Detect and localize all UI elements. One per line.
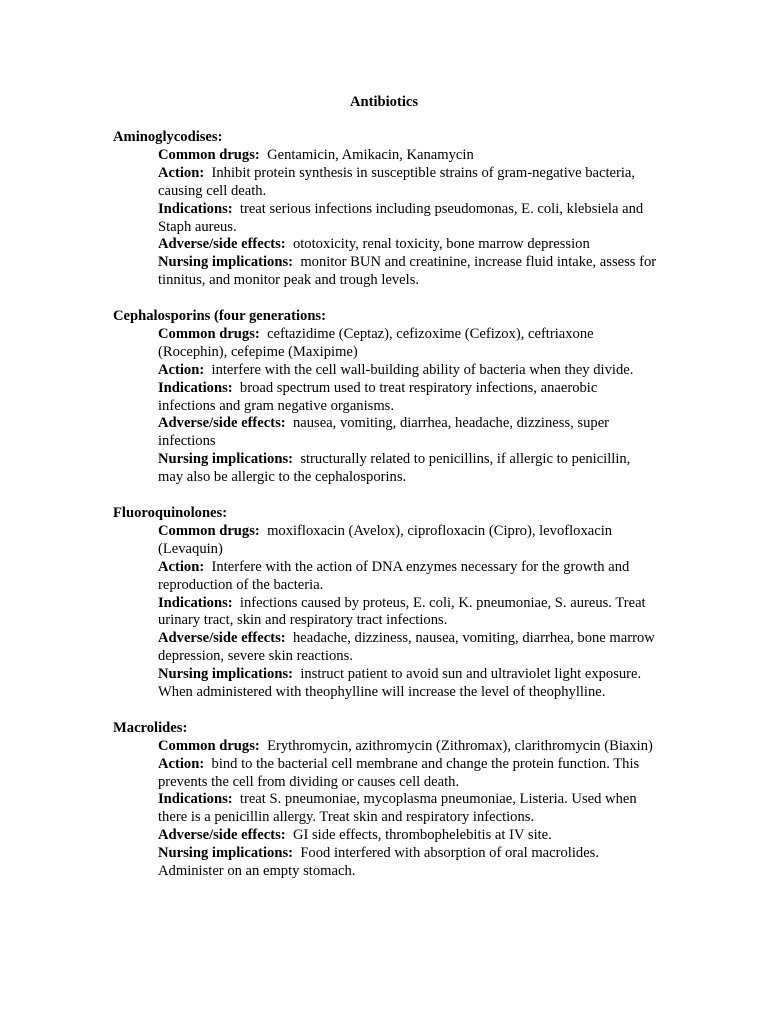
field-text: structurally related to penicillins, if allergic to penicillin, may also be allergic to the cephalosporins.	[158, 451, 631, 486]
drug-class-macrolides	[113, 720, 658, 881]
field-text: treat S. pneumoniae, mycoplasma pneumoniae, Listeria. Used when there is a penicillin allergy. Treat skin and respiratory infections.	[158, 791, 637, 826]
field-text: Erythromycin, azithromycin (Zithromax), clarithromycin (Biaxin)	[267, 737, 653, 754]
field-text: Inhibit protein synthesis in susceptible strains of gram-negative bacteria, causing cell death.	[158, 164, 636, 199]
field-label: Indications:	[158, 200, 233, 217]
field-text: instruct patient to avoid sun and ultraviolet light exposure. When administered with theophylline will increase the level of theophylline.	[158, 666, 642, 701]
field-label: Indications:	[158, 594, 233, 611]
drug-class-list	[113, 129, 658, 899]
drug-class-cephalosporins	[113, 308, 658, 487]
field-label: Action:	[158, 558, 205, 575]
indications-field	[158, 380, 658, 416]
field-text: headache, dizziness, nausea, vomiting, diarrhea, bone marrow depression, severe skin reactions.	[158, 630, 655, 665]
action-field	[158, 756, 658, 792]
field-label: Indications:	[158, 379, 233, 396]
nursing-implications-field	[158, 254, 658, 290]
field-text: Gentamicin, Amikacin, Kanamycin	[267, 146, 474, 163]
field-label: Adverse/side effects:	[158, 236, 286, 253]
field-label: Nursing implications:	[158, 666, 294, 683]
field-label: Adverse/side effects:	[158, 827, 286, 844]
field-text: GI side effects, thrombophelebitis at IV site.	[292, 827, 552, 844]
field-label: Adverse/side effects:	[158, 630, 286, 647]
field-label: Common drugs:	[158, 325, 260, 342]
section-heading: Cephalosporins (four generations:	[113, 308, 326, 325]
field-text: Interfere with the action of DNA enzymes necessary for the growth and reproduction of the bacteria.	[158, 558, 630, 593]
field-text: ceftazidime (Ceptaz), cefizoxime (Cefizox), ceftriaxone (Rocephin), cefepime (Maxipime)	[158, 325, 594, 360]
field-text: interfere with the cell wall-building ability of bacteria when they divide.	[211, 361, 634, 378]
adverse-effects-field	[158, 827, 658, 845]
adverse-effects-field	[158, 236, 658, 254]
common-drugs-field	[158, 326, 658, 362]
drug-class-fluoroquinolones	[113, 505, 658, 702]
field-label: Nursing implications:	[158, 254, 294, 271]
field-label: Common drugs:	[158, 737, 260, 754]
field-label: Action:	[158, 361, 205, 378]
field-text: bind to the bacterial cell membrane and change the protein function. This prevents the cell from dividing or causes cell death.	[158, 755, 640, 790]
nursing-implications-field	[158, 666, 658, 702]
field-label: Action:	[158, 164, 205, 181]
field-label: Nursing implications:	[158, 845, 294, 862]
common-drugs-field	[158, 147, 658, 165]
field-label: Indications:	[158, 791, 233, 808]
field-label: Common drugs:	[158, 146, 260, 163]
field-text: infections caused by proteus, E. coli, K. pneumoniae, S. aureus. Treat urinary tract, skin and respiratory tract infections.	[158, 594, 646, 629]
field-text: Food interfered with absorption of oral macrolides. Administer on an empty stomach.	[158, 845, 599, 880]
field-text: ototoxicity, renal toxicity, bone marrow depression	[292, 236, 590, 253]
adverse-effects-field	[158, 630, 658, 666]
field-text: treat serious infections including pseudomonas, E. coli, klebsiela and Staph aureus.	[158, 200, 644, 235]
field-label: Nursing implications:	[158, 451, 294, 468]
field-text: moxifloxacin (Avelox), ciprofloxacin (Cipro), levofloxacin (Levaquin)	[158, 522, 613, 557]
document-title: Antibiotics	[349, 94, 419, 110]
adverse-effects-field	[158, 415, 658, 451]
action-field	[158, 165, 658, 201]
nursing-implications-field	[158, 451, 658, 487]
field-text: monitor BUN and creatinine, increase fluid intake, assess for tinnitus, and monitor peak and trough levels.	[158, 254, 657, 289]
field-text: nausea, vomiting, diarrhea, headache, dizziness, super infections	[158, 415, 610, 450]
field-label: Action:	[158, 755, 205, 772]
section-heading: Fluoroquinolones:	[113, 505, 228, 521]
field-label: Adverse/side effects:	[158, 415, 286, 432]
field-label: Common drugs:	[158, 522, 260, 539]
indications-field	[158, 595, 658, 631]
section-heading: Macrolides:	[113, 719, 188, 736]
action-field	[158, 362, 658, 380]
drug-class-aminoglycosides	[113, 129, 658, 290]
common-drugs-field	[158, 523, 658, 559]
indications-field	[158, 791, 658, 827]
common-drugs-field	[158, 738, 658, 756]
action-field	[158, 559, 658, 595]
indications-field	[158, 201, 658, 237]
section-heading: Aminoglycodises:	[113, 129, 223, 145]
field-text: broad spectrum used to treat respiratory infections, anaerobic infections and gram negative organisms.	[158, 379, 598, 414]
nursing-implications-field	[158, 845, 658, 881]
